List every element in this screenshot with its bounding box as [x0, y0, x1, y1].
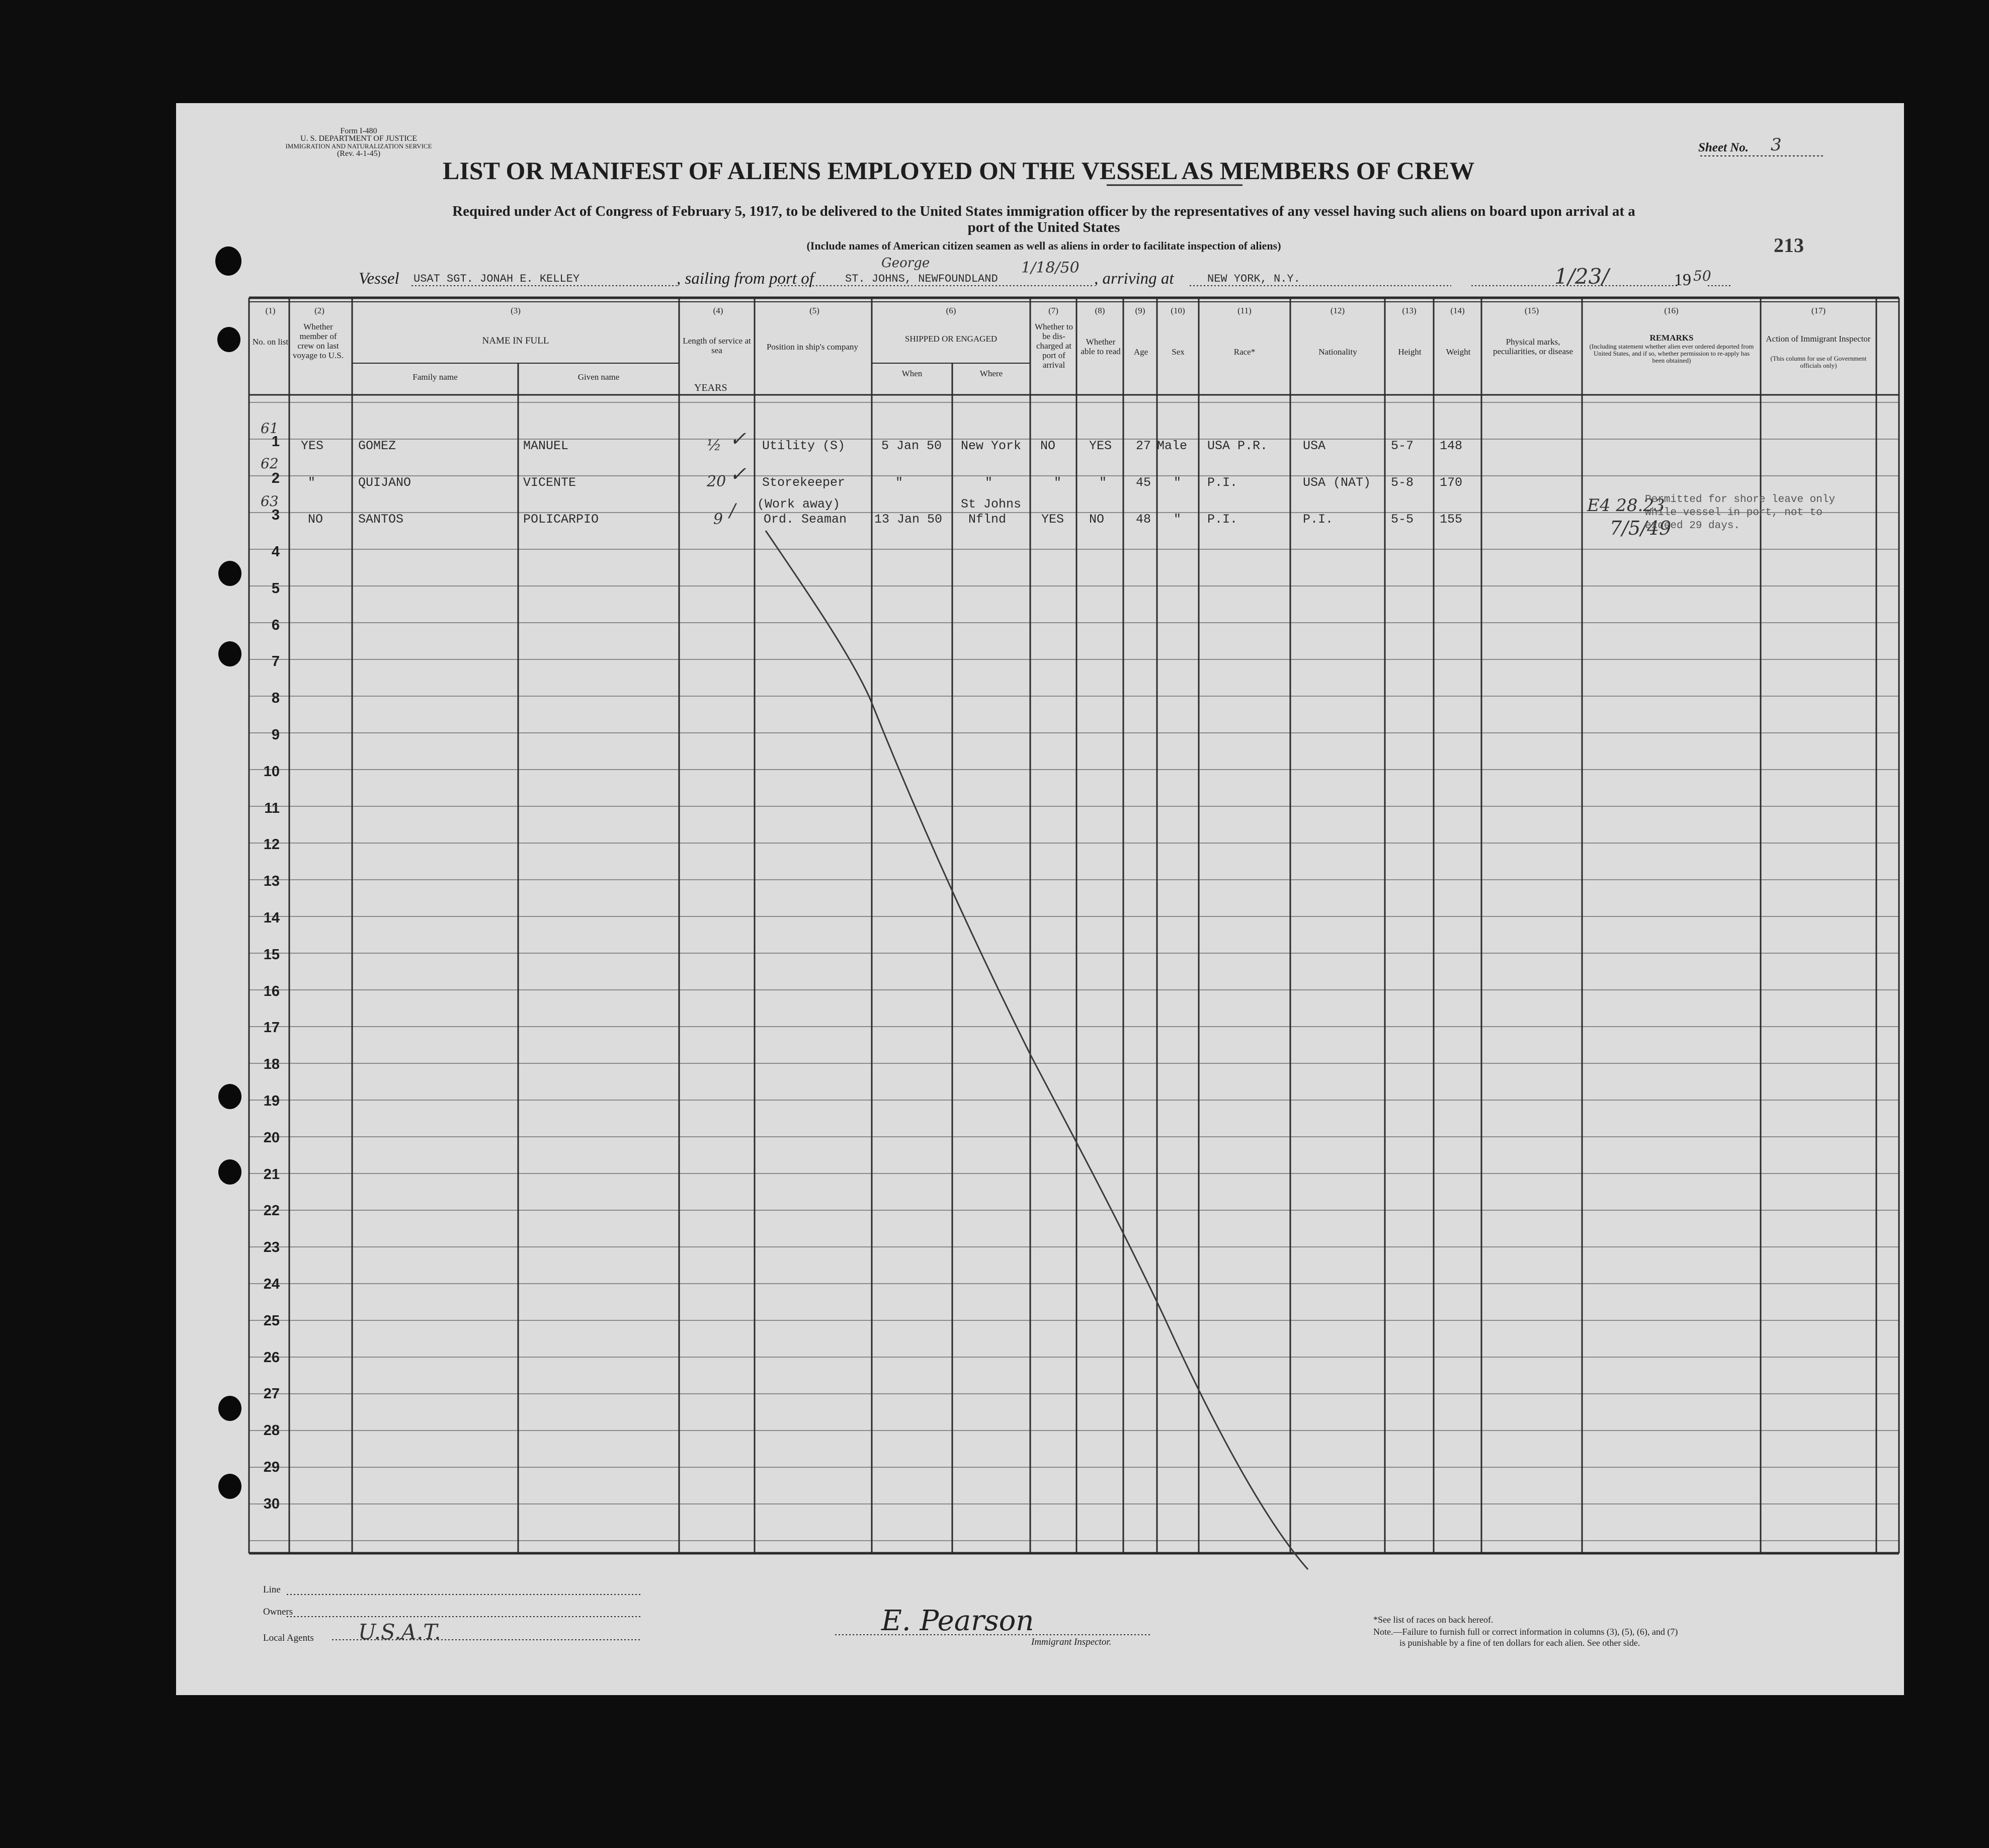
column-number: (7): [1048, 306, 1058, 315]
column-number: (8): [1095, 306, 1105, 315]
row2-race: P.I.: [1207, 475, 1238, 490]
column-number: (13): [1402, 306, 1417, 315]
row-number: 30: [263, 1495, 280, 1512]
row1-last-voyage: YES: [301, 439, 324, 453]
col-header-sex: Sex: [1172, 347, 1185, 357]
column-number: (10): [1171, 306, 1185, 315]
vessel-name: USAT SGT. JONAH E. KELLEY: [413, 273, 580, 285]
row2-check: ✓: [729, 463, 747, 486]
row-number: 10: [263, 763, 280, 780]
col-header-remarks: REMARKS: [1649, 333, 1694, 343]
sailing-correction: George: [881, 256, 930, 271]
row-number: 15: [263, 946, 280, 963]
row3-read: NO: [1089, 512, 1105, 527]
col-header-years: YEARS: [694, 382, 727, 393]
row3-discharged: YES: [1041, 512, 1064, 527]
row3-last-voyage: NO: [308, 512, 323, 527]
column-number: (3): [511, 306, 521, 315]
row1-check: ✓: [729, 428, 747, 451]
col-header-physical: Physical marks, peculiarities, or disease: [1493, 337, 1573, 356]
row1-height: 5-7: [1391, 439, 1414, 453]
remarks-hand-code: E4 28.23: [1587, 495, 1665, 516]
row-number: 16: [263, 983, 280, 999]
row3-sex: ": [1174, 512, 1182, 527]
column-number: (16): [1664, 306, 1679, 315]
row2-read: ": [1099, 475, 1107, 490]
column-number: (5): [809, 306, 819, 315]
row-number: 4: [271, 544, 280, 560]
row1-read: YES: [1089, 439, 1112, 453]
row3-age: 48: [1136, 512, 1151, 527]
row-number: 26: [263, 1349, 280, 1366]
sailing-label: , sailing from port of: [677, 270, 814, 288]
col-header-discharged: Whether to be dis-charged at port of arrival: [1035, 322, 1073, 370]
row-number: 20: [263, 1129, 280, 1146]
line-hand-3: 63: [261, 493, 279, 510]
note-line-1: Note.—Failure to furnish full or correct information in columns (3), (5), (6), and (7): [1373, 1627, 1678, 1637]
row2-discharged: ": [1054, 475, 1062, 490]
col-header-when: When: [901, 369, 923, 378]
row-number: 6: [271, 617, 280, 633]
revision: (Rev. 4-1-45): [337, 149, 381, 158]
row-number: 24: [263, 1276, 280, 1292]
row-number: 5: [271, 580, 280, 597]
col-header-remarks-sub: (Including statement whether alien ever ordered deported from United States, and if so, whether permission to re-apply has been obtained): [1589, 343, 1754, 364]
col-header-name: NAME IN FULL: [482, 335, 549, 346]
row-number: 9: [271, 727, 280, 743]
column-number: (1): [265, 306, 276, 315]
row2-last-voyage: ": [308, 475, 316, 490]
footer-owners-label: Owners: [263, 1607, 293, 1617]
row2-nationality: USA (NAT): [1303, 475, 1371, 490]
row1-when: 5 Jan 50: [881, 439, 942, 453]
col-header-race: Race*: [1233, 347, 1256, 357]
row3-race: P.I.: [1207, 512, 1238, 527]
required-line-1: Required under Act of Congress of February 5, 1917, to be delivered to the United States immigration officer by the representatives of any vessel having such aliens on board upon arrival at a: [452, 203, 1635, 219]
row3-given: POLICARPIO: [523, 512, 599, 527]
row-number-3: 3: [271, 507, 280, 523]
page-stamp: 213: [1774, 234, 1804, 257]
row1-nationality: USA: [1303, 439, 1326, 453]
row-number: 25: [263, 1312, 280, 1329]
row2-when: ": [895, 475, 903, 490]
row-number: 13: [263, 873, 280, 890]
row-number: 7: [271, 653, 280, 670]
year-suffix: 50: [1693, 268, 1711, 284]
col-header-given: Given name: [577, 372, 620, 382]
remarks-typed-2: while vessel in port, not to: [1645, 507, 1822, 519]
row-number: 18: [263, 1056, 280, 1073]
row3-service: 9: [713, 511, 723, 528]
row1-where: New York: [961, 439, 1022, 453]
row-number: 28: [263, 1422, 280, 1439]
footer-agents-label: Local Agents: [263, 1633, 314, 1643]
row-number: 21: [263, 1166, 280, 1183]
row-number: 29: [263, 1459, 280, 1475]
row3-when: 13 Jan 50: [874, 512, 943, 527]
column-number: (11): [1237, 306, 1252, 315]
col-header-age: Age: [1133, 347, 1148, 357]
footer-agents-value: U.S.A.T.: [358, 1620, 441, 1644]
sheet-label: Sheet No.: [1698, 141, 1749, 154]
row-number: 12: [263, 836, 280, 853]
row-number: 23: [263, 1239, 280, 1256]
arrival-date: 1/23/: [1554, 264, 1609, 289]
row2-given: VICENTE: [523, 475, 576, 490]
row-number-1: 1: [271, 434, 280, 450]
row2-age: 45: [1136, 475, 1151, 490]
row-number: 27: [263, 1386, 280, 1402]
line-hand-2: 62: [261, 455, 279, 472]
row1-race: USA P.R.: [1207, 439, 1268, 453]
column-number: (4): [713, 306, 723, 315]
department: U. S. DEPARTMENT OF JUSTICE: [300, 134, 417, 143]
row1-weight: 148: [1440, 439, 1463, 453]
row-number: 19: [263, 1093, 280, 1109]
vessel-label: Vessel: [359, 270, 399, 288]
col-header-no: No. on list: [252, 337, 289, 347]
row3-height: 5-5: [1391, 512, 1414, 527]
note-line-2: is punishable by a fine of ten dollars for each alien. See other side.: [1399, 1638, 1640, 1648]
row3-nationality: P.I.: [1303, 512, 1334, 527]
sailing-date-note: 1/18/50: [1021, 259, 1080, 277]
col-header-height: Height: [1398, 347, 1422, 357]
row-number: 8: [271, 690, 280, 707]
col-header-where: Where: [979, 369, 1003, 378]
sheet-number: 3: [1771, 135, 1782, 155]
row1-position: Utility (S): [762, 439, 846, 453]
remarks-typed-1: Permitted for shore leave only: [1645, 494, 1836, 506]
year-prefix: 19: [1674, 271, 1691, 289]
sailing-port: ST. JOHNS, NEWFOUNDLAND: [845, 273, 998, 285]
column-number: (6): [946, 306, 956, 315]
col-header-nationality: Nationality: [1318, 347, 1357, 357]
inspector-label: Immigrant Inspector.: [1031, 1637, 1112, 1647]
col-header-last-voyage: Whether member of crew on last voyage to U.S.: [292, 322, 344, 360]
page-title: LIST OR MANIFEST OF ALIENS EMPLOYED ON THE VESSEL AS MEMBERS OF CREW: [443, 156, 1475, 185]
row-number-2: 2: [271, 470, 280, 486]
row2-weight: 170: [1440, 475, 1463, 490]
service: IMMIGRATION AND NATURALIZATION SERVICE: [285, 142, 432, 150]
col-header-service: Length of service at sea: [683, 336, 751, 355]
row3-position-top: (Work away): [757, 497, 841, 512]
row2-height: 5-8: [1391, 475, 1414, 490]
row1-sex: Male: [1157, 439, 1188, 453]
col-header-read: Whether able to read: [1081, 337, 1121, 356]
row2-position: Storekeeper: [762, 475, 846, 490]
row3-family: SANTOS: [358, 512, 404, 527]
row-number: 11: [264, 800, 280, 816]
row1-age: 27: [1136, 439, 1151, 453]
column-number: (17): [1811, 306, 1826, 315]
column-number: (9): [1135, 306, 1145, 315]
row-number: 22: [263, 1203, 280, 1219]
row1-service: ½: [707, 437, 722, 454]
inspector-signature: E. Pearson: [881, 1605, 1034, 1637]
row2-sex: ": [1174, 475, 1182, 490]
note-races: *See list of races on back hereof.: [1373, 1615, 1494, 1625]
col-header-position: Position in ship's company: [766, 342, 859, 352]
row3-where: Nflnd: [968, 512, 1007, 527]
column-number: (12): [1330, 306, 1345, 315]
remarks-typed-3: exceed 29 days.: [1645, 520, 1741, 532]
col-header-inspector: Action of Immigrant Inspector: [1766, 334, 1871, 344]
arriving-port: NEW YORK, N.Y.: [1207, 273, 1300, 285]
row2-service: 20: [707, 473, 726, 490]
row1-discharged: NO: [1040, 439, 1056, 453]
column-number: (15): [1524, 306, 1539, 315]
row1-family: GOMEZ: [358, 439, 396, 453]
line-hand-1: 61: [261, 420, 279, 437]
footer-line-label: Line: [263, 1584, 281, 1595]
row3-where-top: St Johns: [961, 497, 1022, 512]
col-header-weight: Weight: [1446, 347, 1471, 357]
row2-where: ": [985, 475, 993, 490]
column-number: (14): [1450, 306, 1465, 315]
remarks-hand-date: 7/5/49: [1610, 517, 1672, 539]
row3-weight: 155: [1440, 512, 1463, 527]
arriving-label: , arriving at: [1094, 270, 1174, 288]
diagonal-cancel-line: [766, 531, 1308, 1569]
col-header-shipped: SHIPPED OR ENGAGED: [904, 334, 998, 344]
row2-family: QUIJANO: [358, 475, 411, 490]
row-number: 17: [263, 1020, 280, 1036]
col-header-family: Family name: [412, 372, 458, 382]
row-number: 14: [263, 910, 280, 926]
column-number: (2): [314, 306, 324, 315]
row3-check: /: [729, 500, 736, 521]
row1-given: MANUEL: [523, 439, 569, 453]
col-header-inspector-sub: (This column for use of Government officials only): [1770, 355, 1867, 369]
form-number: Form I-480: [340, 127, 377, 135]
required-line-2: port of the United States: [967, 219, 1120, 235]
row3-position: Ord. Seaman: [764, 512, 847, 527]
include-note: (Include names of American citizen seamen as well as aliens in order to facilitate inspection of aliens): [806, 239, 1281, 252]
